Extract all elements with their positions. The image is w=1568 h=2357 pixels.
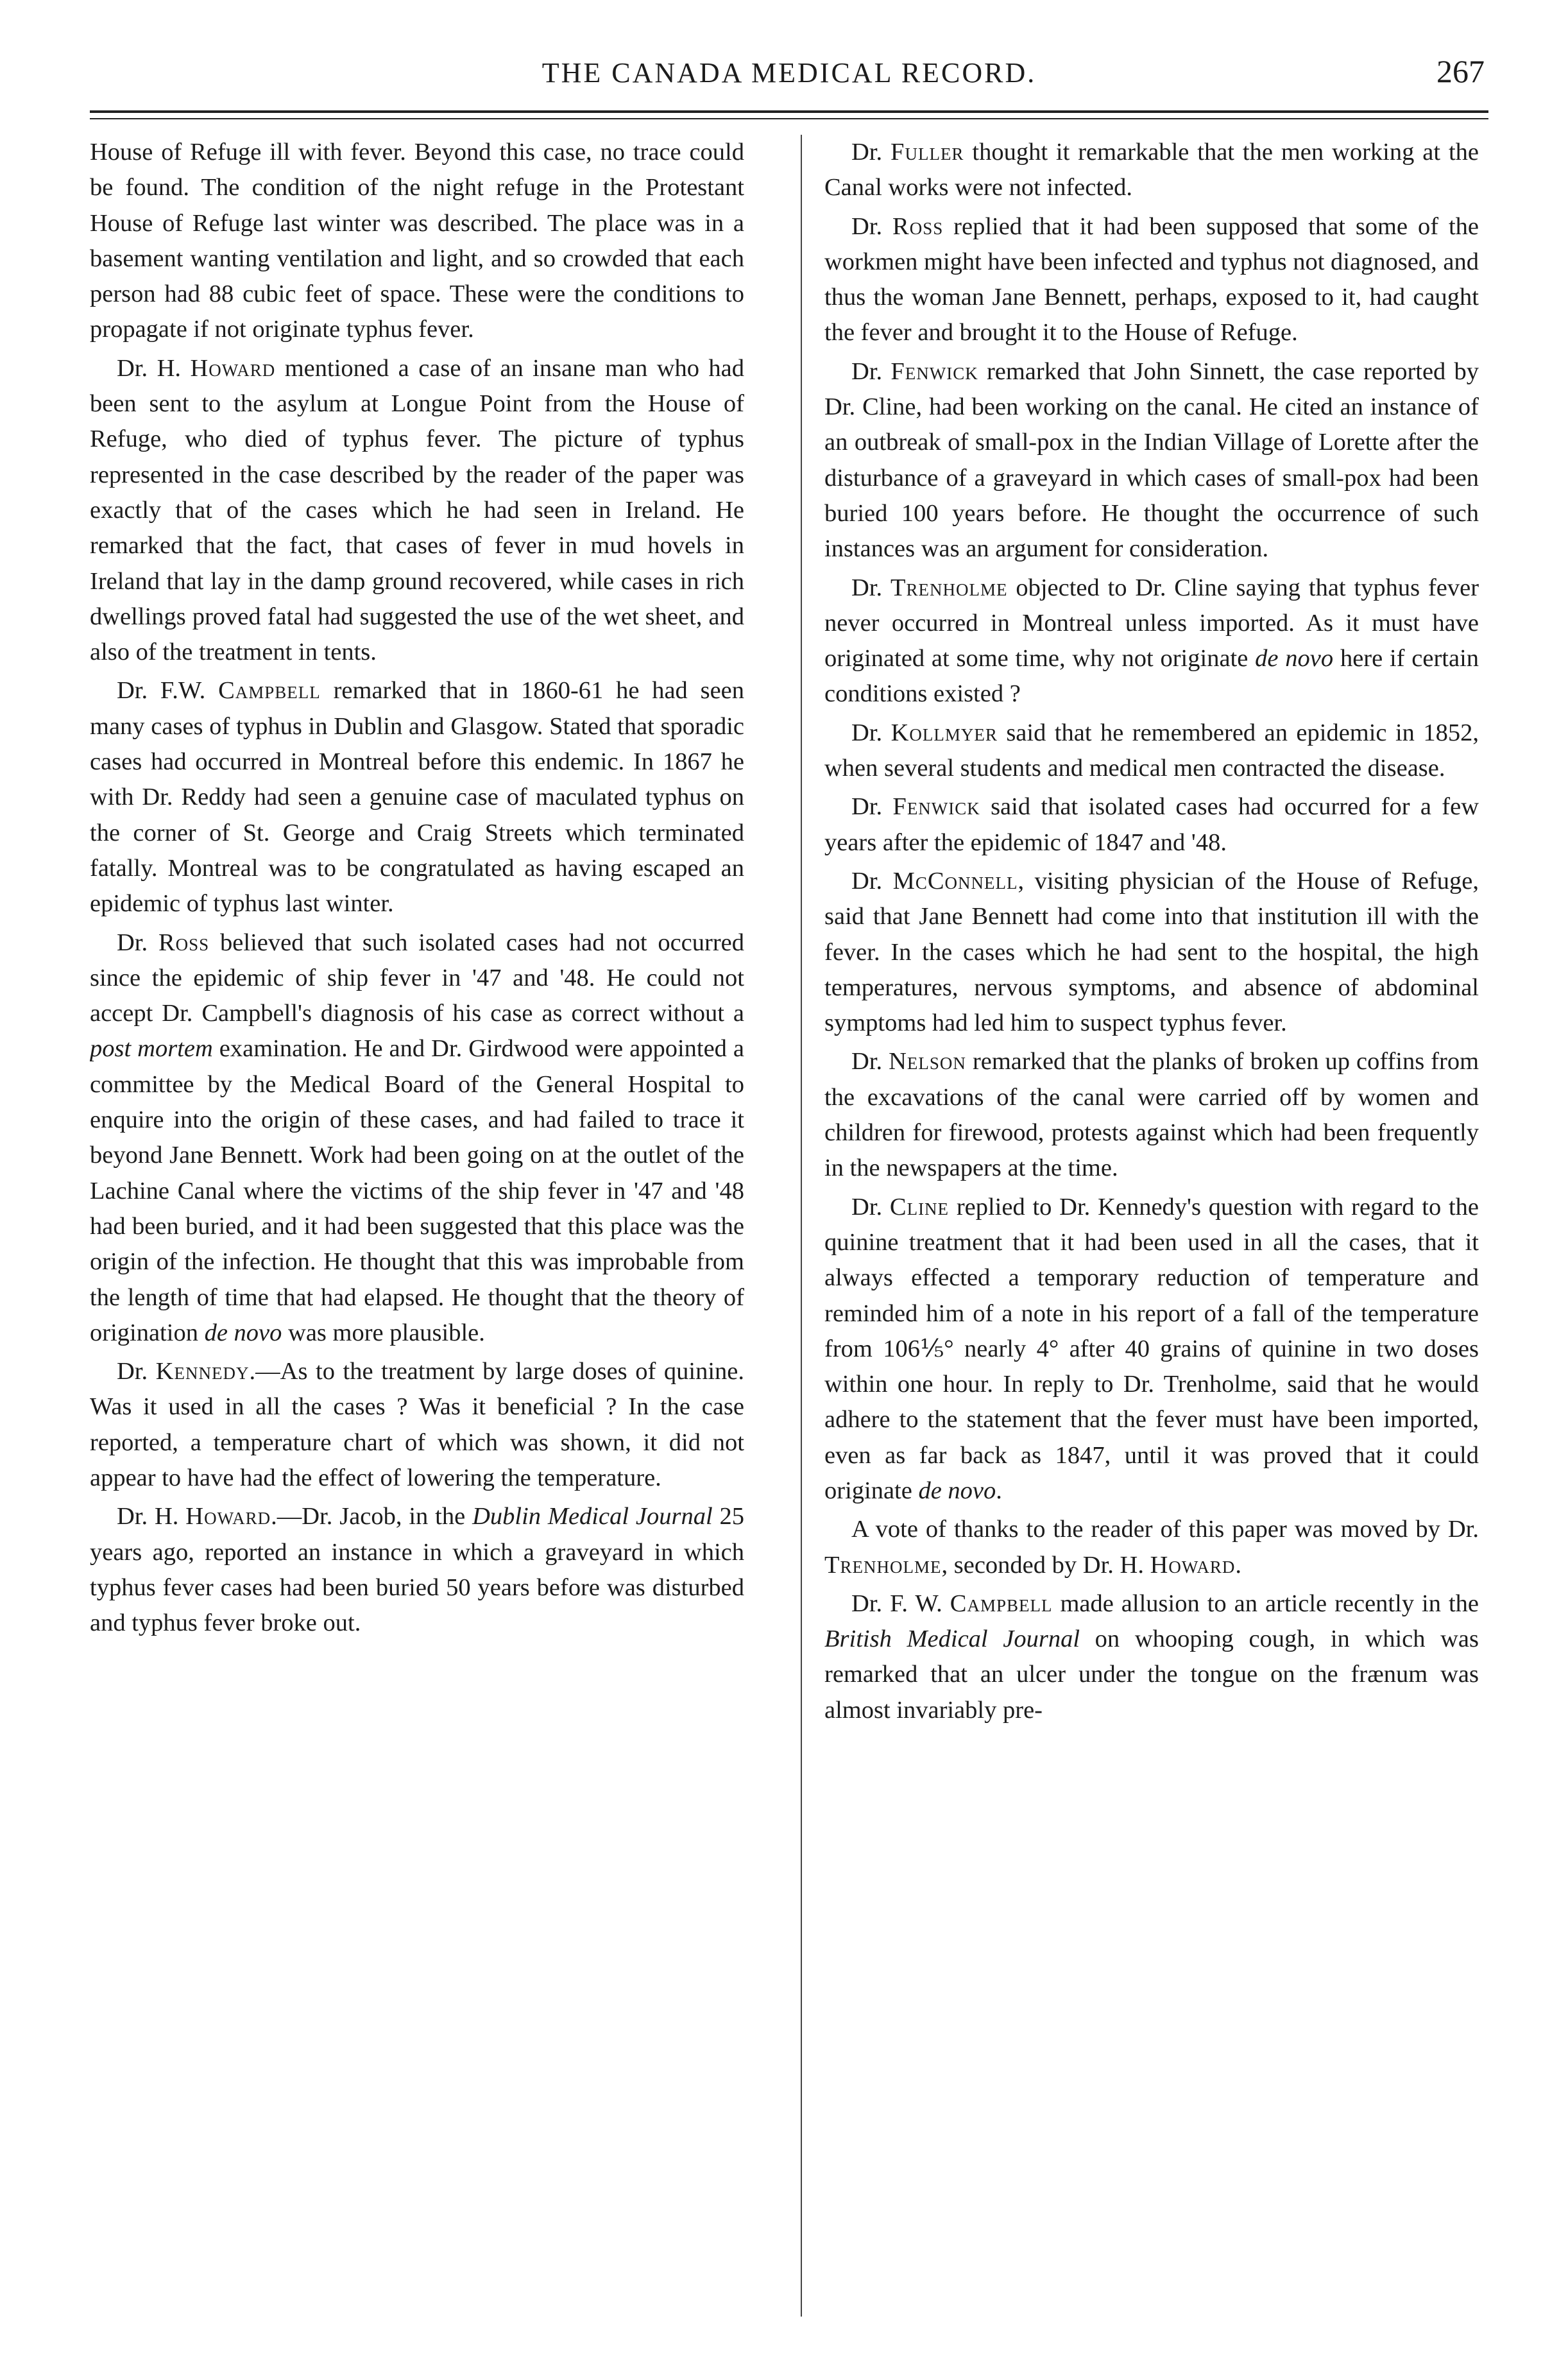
- paragraph: Dr. Fenwick remarked that John Sinnett, the case reported by Dr. Cline, had been working on the canal. He cited an instance of an outbreak of small-pox in the Indian Village of Lorette after the disturbance of a graveyard in which cases of small-pox had been buried 100 years before. He thought the occurrence of such instances was an argument for consideration.: [824, 357, 1479, 563]
- speaker-name: Howard: [190, 354, 276, 382]
- speaker-name: Nelson: [889, 1048, 966, 1076]
- page-number: 267: [1436, 53, 1485, 89]
- speaker-name: Fenwick: [891, 357, 978, 385]
- paragraph: Dr. Kollmyer said that he remembered an epidemic in 1852, when several students and medical men contracted the disease.: [824, 719, 1479, 782]
- paragraph: Dr. H. Howard mentioned a case of an insane man who had been sent to the asylum at Longue Point from the House of Refuge, who died of typhus fever. The picture of typhus represented in the case described by the reader of the paper was exactly that of the cases which he had seen in Ireland. He remarked that the fact, that cases of fever in mud hovels in Ireland that lay in the damp ground recovered, while cases in rich dwellings proved fatal had suggested the use of the wet sheet, and also of the treatment in tents.: [90, 354, 744, 666]
- running-title: THE CANADA MEDICAL RECORD.: [541, 57, 1037, 89]
- speaker-name: Trenholme: [824, 1551, 942, 1579]
- paragraph: Dr. Fenwick said that isolated cases had occurred for a few years after the epidemic of 1847 and '48.: [824, 793, 1479, 856]
- speaker-name: Trenholme: [890, 574, 1008, 601]
- speaker-name: Ross: [158, 929, 210, 956]
- italic-phrase: Dublin Medical Journal: [472, 1503, 713, 1530]
- speaker-name: Howard: [1150, 1551, 1236, 1579]
- speaker-name: Fenwick: [892, 793, 980, 821]
- page-header: [90, 45, 1488, 103]
- paragraph: Dr. F. W. Campbell made allusion to an article recently in the British Medical Journal on whooping cough, in which was remarked that an ulcer under the tongue on the frænum was almost invariably pre-: [824, 1590, 1479, 1724]
- speaker-name: Kennedy: [155, 1358, 250, 1385]
- paragraph: A vote of thanks to the reader of this paper was moved by Dr. Trenholme, seconded by Dr. H. Howard.: [824, 1516, 1479, 1579]
- speaker-name: Kollmyer: [891, 719, 998, 746]
- column-divider: [801, 135, 802, 2317]
- paragraph: Dr. Kennedy.—As to the treatment by large doses of quinine. Was it used in all the cases ? Was it beneficial ? In the case reported, a temperature chart of which was shown, it did not appear to have had the effect of lowering the temperature.: [90, 1358, 744, 1491]
- italic-phrase: British Medical Journal: [824, 1625, 1080, 1653]
- paragraph: Dr. Ross replied that it had been supposed that some of the workmen might have been infected and typhus not diagnosed, and thus the woman Jane Bennett, perhaps, exposed to it, had caught the fever and brought it to the House of Refuge.: [824, 212, 1479, 347]
- paragraph: House of Refuge ill with fever. Beyond this case, no trace could be found. The condition of the night refuge in the Protestant House of Refuge last winter was described. The place was in a basement wanting ventilation and light, and so crowded that each person had 88 cubic feet of space. These were the conditions to propagate if not originate typhus fever.: [90, 139, 744, 343]
- speaker-name: Campbell: [950, 1590, 1053, 1617]
- paragraph: Dr. H. Howard.—Dr. Jacob, in the Dublin Medical Journal 25 years ago, reported an instance in which a graveyard in which typhus fever cases had been buried 50 years before was disturbed and typhus fever broke out.: [90, 1503, 744, 1637]
- header-rule-thin: [90, 118, 1488, 119]
- paragraph: Dr. Trenholme objected to Dr. Cline saying that typhus fever never occurred in Montreal unless imported. As it must have originated at some time, why not originate de novo here if certain conditions existed ?: [824, 574, 1479, 708]
- speaker-name: Ross: [892, 212, 944, 240]
- speaker-name: Howard: [185, 1503, 271, 1530]
- speaker-name: McConnell: [892, 867, 1018, 895]
- italic-phrase: post mortem: [90, 1035, 213, 1063]
- paragraph: Dr. McConnell, visiting physician of the House of Refuge, said that Jane Bennett had come into that institution ill with the fever. In the cases which he had sent to the hospital, the high temperatures, nervous symptoms, and absence of abdominal symptoms had led him to suspect typhus fever.: [824, 867, 1479, 1037]
- right-column: [824, 135, 1479, 2323]
- header-rule-thick: [90, 110, 1488, 113]
- paragraph: Dr. Cline replied to Dr. Kennedy's question with regard to the quinine treatment that it had been used in all the cases, that it always effected a temporary reduction of temperature and reminded him of a note in his report of a fall of the temperature from 106⅕° nearly 4° after 40 grains of quinine in two doses within one hour. In reply to Dr. Trenholme, said that he would adhere to the statement that the fever must have been imported, even as far back as 1847, until it was proved that it could originate de novo.: [824, 1193, 1479, 1504]
- italic-phrase: de novo: [204, 1319, 282, 1346]
- paragraph: Dr. Fuller thought it remarkable that the men working at the Canal works were not infected.: [824, 139, 1479, 201]
- paragraph: Dr. Nelson remarked that the planks of broken up coffins from the excavations of the canal were carried off by women and children for firewood, protests against which had been frequently in the newspapers at the time.: [824, 1048, 1479, 1182]
- italic-phrase: de novo: [1255, 645, 1334, 673]
- speaker-name: Cline: [889, 1193, 950, 1221]
- left-column: [90, 135, 744, 2323]
- speaker-name: Fuller: [891, 139, 964, 166]
- italic-phrase: de novo: [918, 1477, 996, 1504]
- paragraph: Dr. F.W. Campbell remarked that in 1860-61 he had seen many cases of typhus in Dublin and Glasgow. Stated that sporadic cases had occurred in Montreal before this endemic. In 1867 he with Dr. Reddy had seen a genuine case of maculated typhus on the corner of St. George and Craig Streets which terminated fatally. Montreal was to be congratulated as having escaped an epidemic of typhus last winter.: [90, 677, 744, 918]
- paragraph: Dr. Ross believed that such isolated cases had not occurred since the epidemic of ship fever in '47 and '48. He could not accept Dr. Campbell's diagnosis of his case as correct without a post mortem examination. He and Dr. Girdwood were appointed a committee by the Medical Board of the General Hospital to enquire into the origin of these cases, and had failed to trace it beyond Jane Bennett. Work had been going on at the outlet of the Lachine Canal where the victims of the ship fever in '47 and '48 had been buried, and it had been suggested that this place was the origin of the infection. He thought that this was improbable from the length of time that had elapsed. He thought that the theory of origination de novo was more plausible.: [90, 929, 744, 1346]
- speaker-name: Campbell: [218, 677, 321, 705]
